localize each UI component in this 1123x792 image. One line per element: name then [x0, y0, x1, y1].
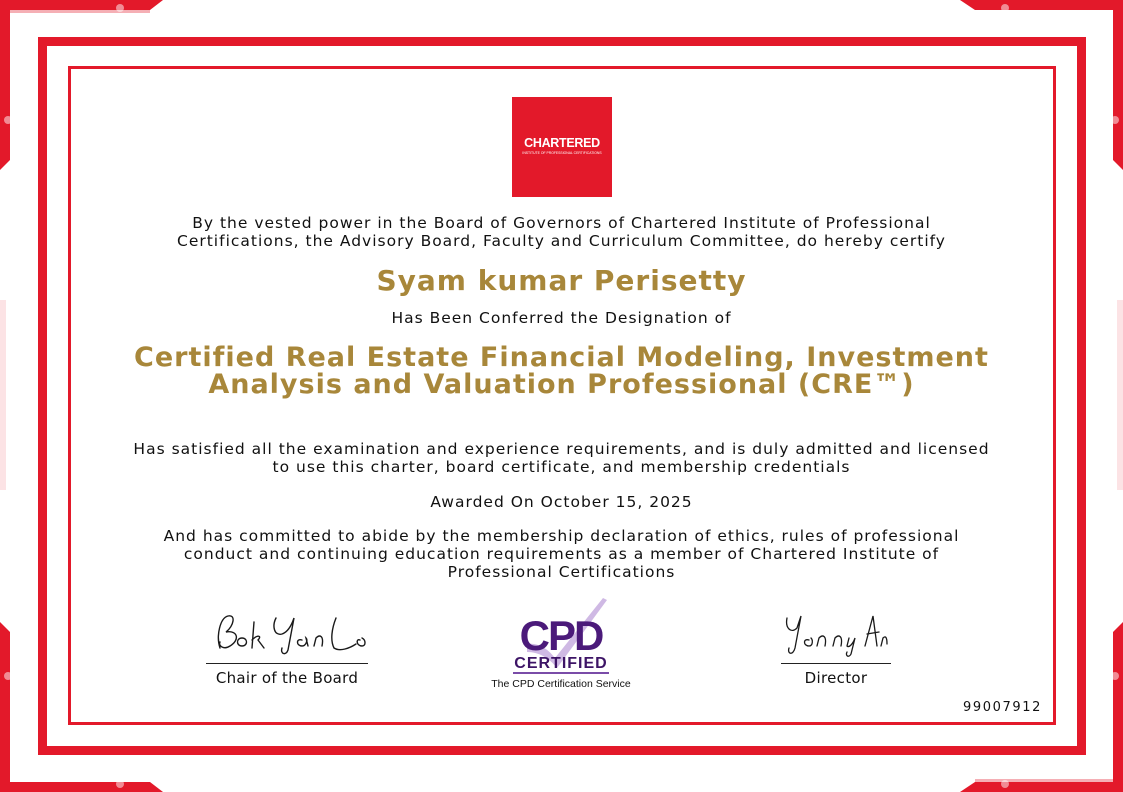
requirements-text: Has satisfied all the examination and experience requirements, and is duly admitted and licensed to use this charter, board certificate, and membership credentials — [133, 440, 990, 476]
director-title: Director — [804, 669, 868, 687]
chartered-logo — [512, 97, 612, 197]
intro-text: By the vested power in the Board of Governors of Chartered Institute of Professional Certifications, the Advisory Board, Faculty and Curriculum Committee, do hereby certify — [177, 214, 946, 250]
cpd-label: CERTIFIED — [514, 655, 608, 672]
logo-tagline: INSTITUTE OF PROFESSIONAL CERTIFICATIONS — [522, 151, 602, 155]
chair-signature-line — [206, 663, 368, 664]
recipient-name: Syam kumar Perisetty — [376, 264, 747, 297]
chair-title: Chair of the Board — [215, 669, 359, 687]
director-signature — [781, 606, 893, 662]
logo-wordmark: CHARTERED — [524, 136, 600, 150]
commitment-text: And has committed to abide by the membership declaration of ethics, rules of professional conduct and continuing education requirements as a member of Chartered Institute of Professional Certifications — [163, 527, 960, 581]
conferred-text: Has Been Conferred the Designation of — [391, 309, 732, 327]
cpd-mark: CPD — [519, 612, 603, 659]
certificate-serial-number: 99007912 — [963, 700, 1042, 715]
designation-title: Certified Real Estate Financial Modeling, Investment Analysis and Valuation Professional (CRE™) — [134, 342, 989, 400]
award-date: Awarded On October 15, 2025 — [430, 493, 693, 511]
cpd-service: The CPD Certification Service — [491, 678, 631, 690]
cpd-certified-badge — [491, 596, 631, 700]
director-signature-line — [781, 663, 891, 664]
chair-signature — [206, 606, 370, 662]
